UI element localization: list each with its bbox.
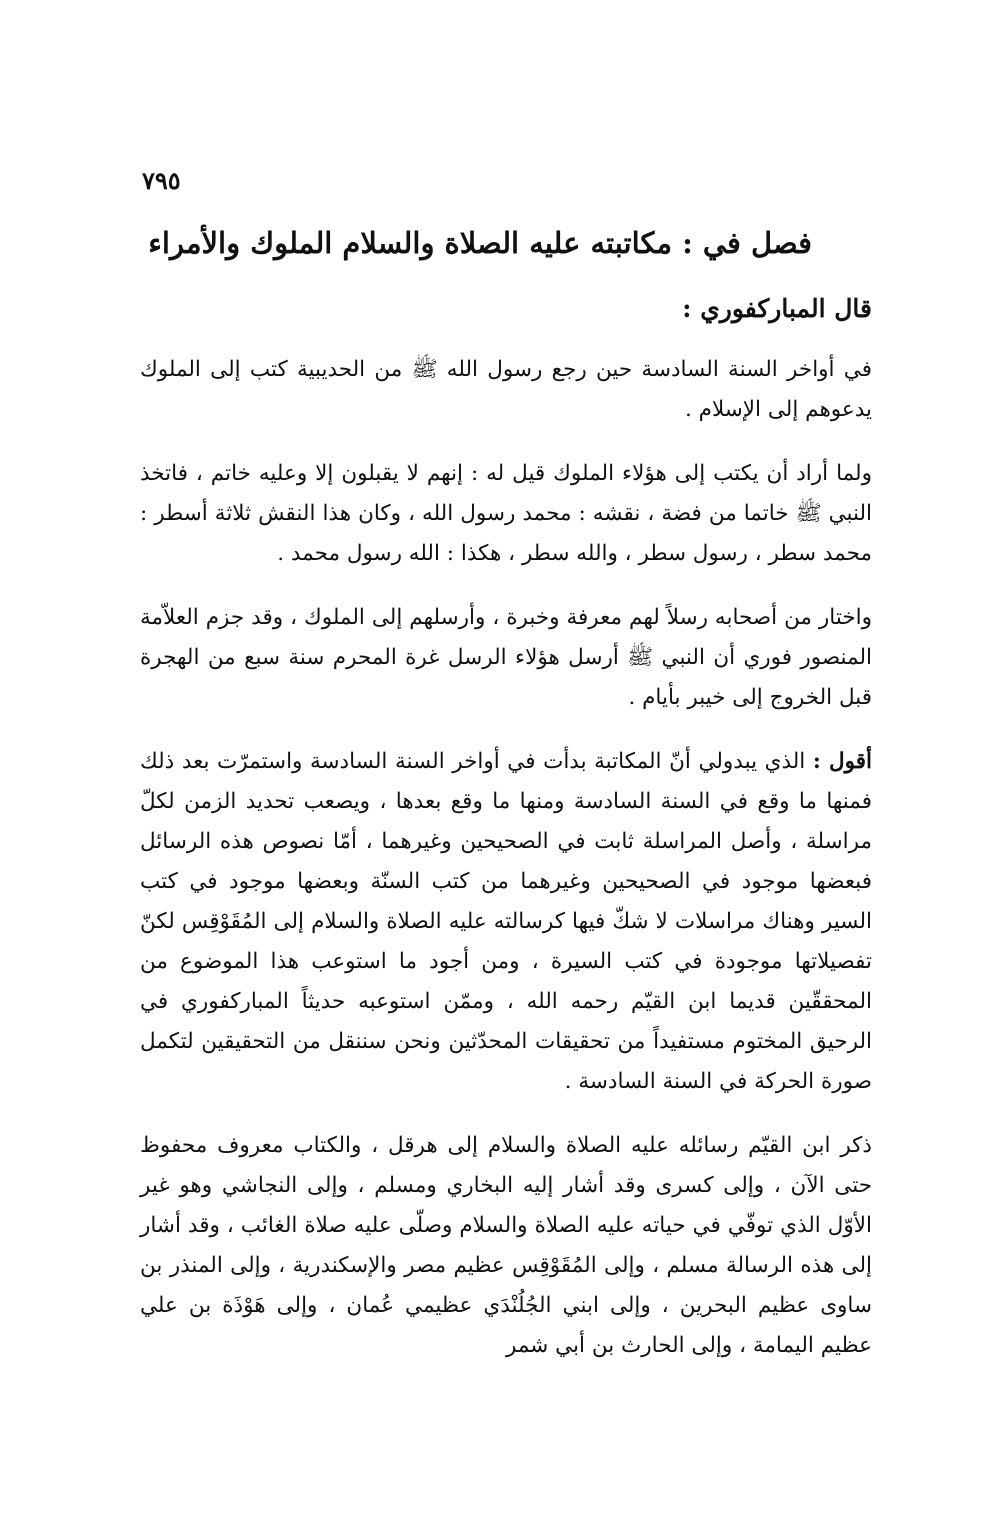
body-text [140,350,872,1390]
paragraph-5 [140,1126,872,1366]
chapter-title: فصل في : مكاتبته عليه الصلاة والسلام الملوك والأمراء [148,226,812,260]
paragraph-4-text: الذي يبدولي أنّ المكاتبة بدأت في أواخر السنة السادسة واستمرّت بعد ذلك فمنها ما وقع في السنة السادسة ومنها ما وقع بعدها ، ويصعب تحديد الزمن لكلّ مراسلة ، وأصل المراسلة ثابت في الصحيحين وغيرهما ، أمّا نصوص هذه الرسائل فبعضها موجود في الصحيحين وغيرهما من كتب السنّة وبعضها موجود في كتب السير وهناك مراسلات لا شكّ فيها كرسالته عليه الصلاة والسلام إلى المُقَوْقِس لكنّ تفصيلاتها موجودة في كتب السيرة ، ومن أجود ما استوعب هذا الموضوع من المحققّين قديما ابن القيّم رحمه الله ، وممّن استوعبه حديثاً المباركفوري في الرحيق المختوم مستفيداً من تحقيقات المحدّثين ونحن سننقل من التحقيقين لتكمل صورة الحركة في السنة السادسة . [140,749,872,1094]
paragraph-5-text: ذكر ابن القيّم رسائله عليه الصلاة والسلام إلى هرقل ، والكتاب معروف محفوظ حتى الآن ، وإلى كسرى وقد أشار إليه البخاري ومسلم ، وإلى النجاشي وهو غير الأوّل الذي توفّي في حياته عليه الصلاة والسلام وصلّى عليه صلاة الغائب ، وقد أشار إلى هذه الرسالة مسلم ، وإلى المُقَوْقِس عظيم مصر والإسكندرية ، وإلى المنذر بن ساوى عظيم البحرين ، وإلى ابني الجُلُنْدَي عظيمي عُمان ، وإلى هَوْذَة بن علي عظيم اليمامة ، وإلى الحارث بن أبي شمر [140,1133,872,1358]
paragraph-3-text: واختار من أصحابه رسلاً لهم معرفة وخبرة ، وأرسلهم إلى الملوك ، وقد جزم العلاّمة المنصور فوري أن النبي ﷺ أرسل هؤلاء الرسل غرة المحرم سنة سبع من الهجرة قبل الخروج إلى خيبر بأيام . [140,605,872,710]
paragraph-4 [140,742,872,1102]
section-subheading: قال المباركفوري : [682,294,872,323]
paragraph-4-lead: أقول : [812,749,872,774]
paragraph-2-text: ولما أراد أن يكتب إلى هؤلاء الملوك قيل له : إنهم لا يقبلون إلا وعليه خاتم ، فاتخذ النبي ﷺ خاتما من فضة ، نقشه : محمد رسول الله ، وكان هذا النقش ثلاثة أسطر : محمد سطر ، رسول سطر ، والله سطر ، هكذا : الله رسول محمد . [140,461,872,566]
paragraph-1 [140,350,872,430]
paragraph-1-text: في أواخر السنة السادسة حين رجع رسول الله ﷺ من الحديبية كتب إلى الملوك يدعوهم إلى الإسلام . [140,357,872,422]
paragraph-2 [140,454,872,574]
paragraph-3 [140,598,872,718]
page-number: ٧٩٥ [142,166,181,195]
